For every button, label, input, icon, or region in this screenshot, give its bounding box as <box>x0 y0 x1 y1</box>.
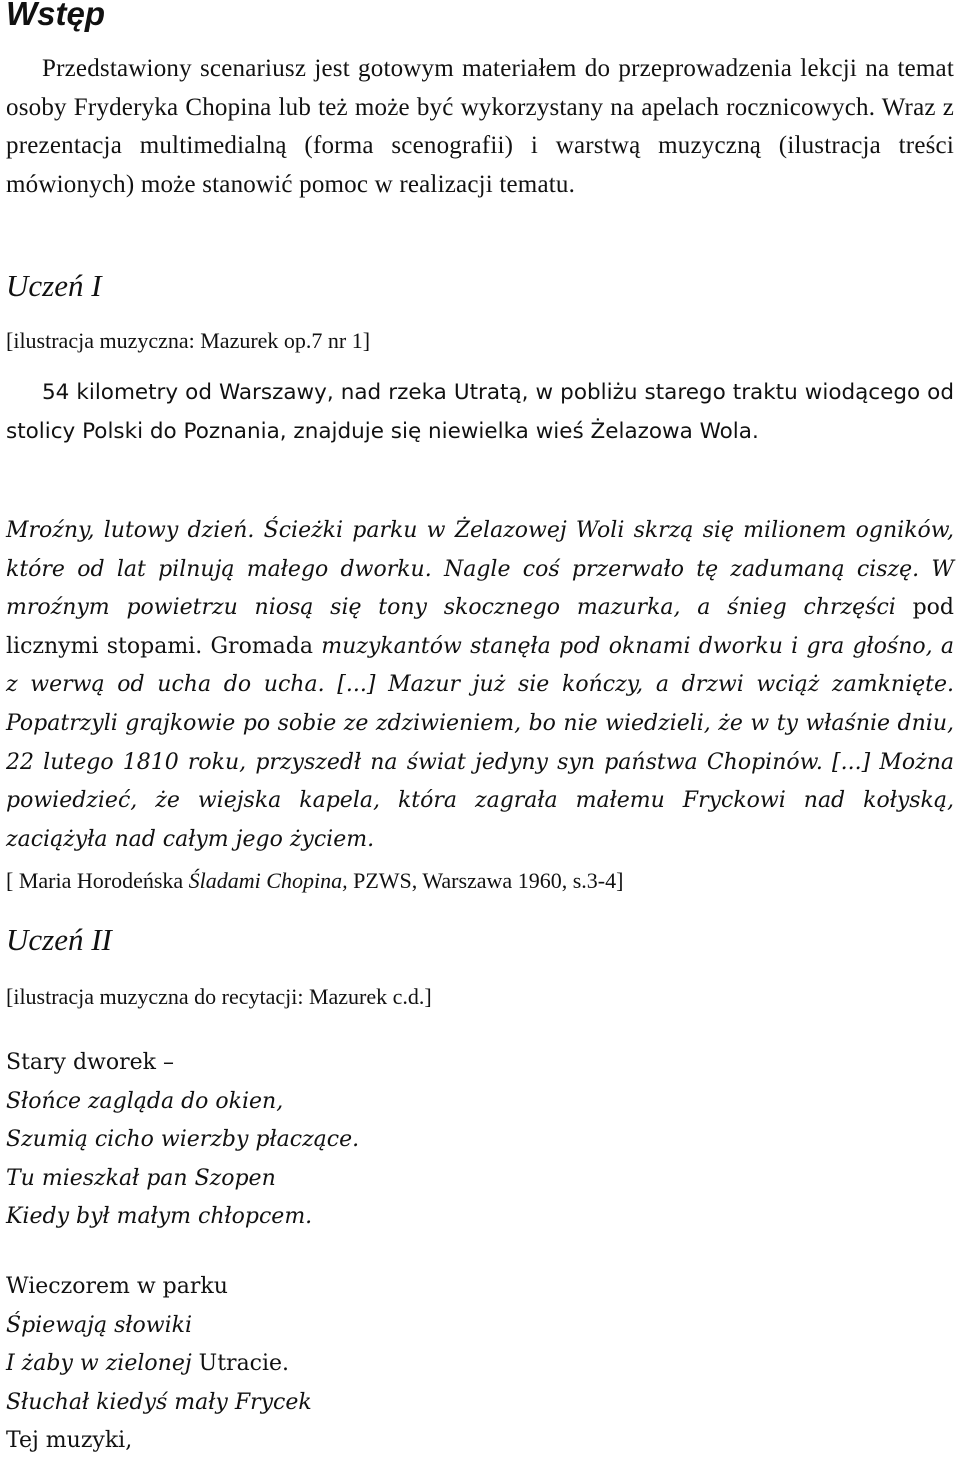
citation <box>6 866 623 896</box>
intro-text: Przedstawiony scenariusz jest gotowym materiałem do przeprowadzenia lekcji na temat osoby Fryderyka Chopina lub też może być wykorzystany na apelach rocznicowych. Wraz z prezentacja multimedialną (forma scenografii) i warstwą muzyczną (ilustracja treści mówionych) może stanowić pomoc w realizacji tematu. <box>6 55 954 198</box>
student1-paragraph <box>6 374 954 451</box>
narration-part-4: muzykantów stanęła pod oknami dworku i gra głośno, a z werwą od ucha do ucha. [...] Mazur już sie kończy, a drzwi wciąż zamknięte. Popatrzyli grajkowie po sobie ze zdziwieniem, bo nie wiedzieli, że w ty właśnie dniu, 22 lutego 1810 roku, przyszedł na świat jedyny syn państwa Chopinów. [...] Można powiedzieć, że wiejska kapela, która zagrała małemu Fryckowi nad kołyską, zaciążyła nad całym jego życiem. <box>6 633 954 852</box>
poem-line-1: Stary dworek – <box>6 1050 174 1075</box>
narration-part-1: Mroźny, lutowy dzień. Ścieżki parku w Żelazowej Woli skrzą się milionem ogników, które od lat pilnują małego dworku. Nagle coś przerwało tę zadumaną ciszę. W mroźnym powietrzu niosą się tony skocznego mazurka, a śnieg chrzęści <box>6 518 954 621</box>
poem-stanza-1 <box>6 1044 359 1237</box>
heading-wstep: Wstęp <box>6 0 105 32</box>
heading-uczen-1: Uczeń I <box>6 268 102 303</box>
poem-line-7: Śpiewają słowiki <box>6 1312 192 1338</box>
citation-prefix: [ Maria Horodeńska <box>6 868 189 893</box>
intro-paragraph <box>6 50 954 204</box>
music-note-1: [ilustracja muzyczna: Mazurek op.7 nr 1] <box>6 328 371 353</box>
music-note-2: [ilustracja muzyczna do recytacji: Mazurek c.d.] <box>6 984 432 1009</box>
student1-narration <box>6 512 954 859</box>
poem-line-8-italic: I żaby w zielonej <box>6 1351 192 1377</box>
poem-line-9: Słuchał kiedyś mały Frycek <box>6 1389 312 1415</box>
citation-title: Śladami Chopina, <box>188 868 348 893</box>
poem-line-8-plain: Utracie. <box>191 1351 290 1377</box>
student1-paragraph-text: 54 kilometry od Warszawy, nad rzeka Utratą, w pobliżu starego traktu wiodącego od stolicy Polski do Poznania, znajduje się niewielka wieś Żelazowa Wola. <box>6 380 954 444</box>
citation-suffix: PZWS, Warszawa 1960, s.3-4] <box>347 868 624 893</box>
poem-line-3: Szumią cicho wierzby płaczące. <box>6 1127 360 1153</box>
poem-stanza-2 <box>6 1268 312 1461</box>
poem-line-8 <box>6 1345 312 1384</box>
poem-line-2: Słońce zagląda do okien, <box>6 1088 284 1114</box>
narration-part-2: pod licznymi stopami. <box>6 595 955 659</box>
poem-line-5: Kiedy był małym chłopcem. <box>6 1204 313 1230</box>
poem-line-6: Wieczorem w parku <box>6 1274 228 1299</box>
poem-line-10: Tej muzyki, <box>6 1428 133 1454</box>
heading-uczen-2: Uczeń II <box>6 922 112 957</box>
poem-line-4: Tu mieszkał pan Szopen <box>6 1165 276 1191</box>
narration-part-3: Gromada <box>210 633 313 659</box>
